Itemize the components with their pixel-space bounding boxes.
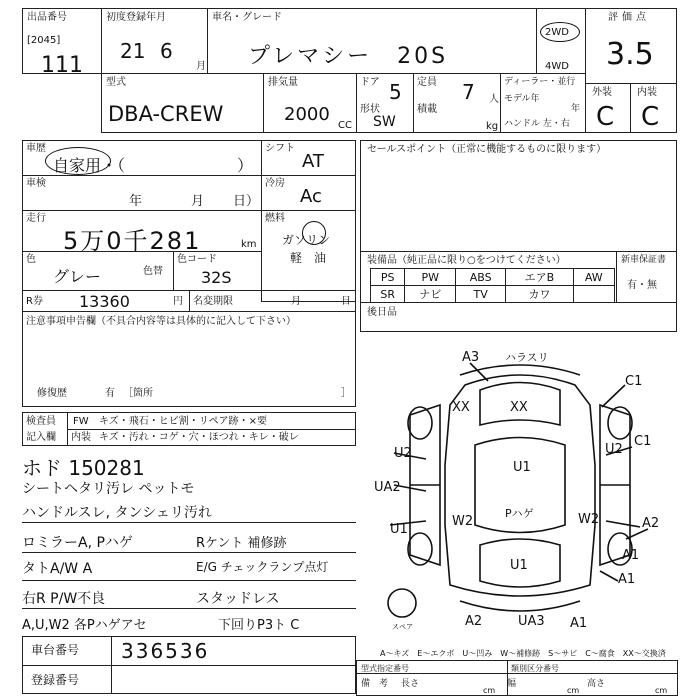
grade-box xyxy=(585,8,677,84)
limit-day: 日 xyxy=(341,296,351,307)
tax-unit: 円 xyxy=(173,296,183,307)
comment-line: 右R P/W不良 xyxy=(22,591,106,607)
capacity-box xyxy=(413,73,501,133)
int-label: 内装 xyxy=(637,87,657,98)
inspection-box xyxy=(22,175,262,211)
comment-line: スタッドレス xyxy=(196,591,280,607)
footer-box xyxy=(356,660,678,696)
equip-ps: PS xyxy=(371,269,405,286)
later-box xyxy=(360,302,677,332)
height-unit: cm xyxy=(655,686,668,695)
inspector-label-2: 記入欄 xyxy=(26,432,56,443)
inspection-month: 月 xyxy=(191,194,205,209)
model-box xyxy=(101,73,264,133)
first-reg-month: 6 xyxy=(160,39,173,63)
inspector-label-1: 検査員 xyxy=(26,416,56,427)
selling-points-label: セールスポイント（正常に機能するものに限ります） xyxy=(367,144,607,155)
car-diagram xyxy=(370,345,680,635)
tax-label: R券 xyxy=(26,296,43,307)
equipment-row xyxy=(371,269,615,286)
diag-mark: U1 xyxy=(510,558,528,573)
warranty-box xyxy=(616,251,677,303)
aircon-value: Ac xyxy=(300,186,322,207)
diag-mark: スペア xyxy=(392,623,413,631)
spare-tire-icon xyxy=(388,589,416,617)
class-label: 類別区分番号 xyxy=(511,664,559,673)
comment-line: シートヘタリ汚レ ペットモ xyxy=(22,481,195,497)
color-value: グレー xyxy=(53,267,102,286)
grade-value: 3.5 xyxy=(606,37,654,72)
comment-line: タトA/W A xyxy=(22,561,93,577)
repair-end: ］ xyxy=(341,388,351,399)
fuel-box xyxy=(261,210,356,302)
equip-abs: ABS xyxy=(456,269,506,286)
diag-mark: C1 xyxy=(634,434,652,449)
repair-where: ［箇所 xyxy=(123,388,153,399)
diag-mark: U1 xyxy=(513,460,531,475)
comment-line: ハンドルスレ, タンシェリ汚れ xyxy=(22,505,212,521)
shift-value: AT xyxy=(302,151,324,172)
diag-mark: ハラスリ xyxy=(505,351,549,364)
doors-value: 5 xyxy=(389,80,402,104)
selling-points-box xyxy=(360,140,677,252)
model-year-unit: 年 xyxy=(571,104,581,114)
ext-label: 外装 xyxy=(592,87,612,98)
notes-box xyxy=(22,311,356,407)
equipment-table xyxy=(370,268,615,303)
chassis-value: 336536 xyxy=(121,639,210,663)
fw-label: FW xyxy=(73,416,89,427)
equip-leather: カワ xyxy=(506,286,573,303)
capacity-unit: 人 xyxy=(489,94,499,105)
height-label: 高さ xyxy=(587,679,606,689)
capacity-value: 7 xyxy=(462,80,475,104)
displacement-label: 排気量 xyxy=(268,77,298,88)
diag-mark: A1 xyxy=(618,572,636,587)
displacement-box xyxy=(263,73,357,133)
lot-box xyxy=(22,8,102,78)
shift-box xyxy=(261,140,356,176)
use-label: 車歴 xyxy=(26,143,46,154)
equip-empty xyxy=(573,286,614,303)
grade-label: 評価点 xyxy=(608,12,650,23)
fw-items: キズ・飛石・ヒビ割・リペア跡・×要 xyxy=(99,416,267,427)
model-year-label: モデル年 xyxy=(504,94,540,104)
equip-pw: PW xyxy=(405,269,456,286)
equipment-row xyxy=(371,286,615,303)
car-name-value: プレマシー 20S xyxy=(248,44,449,69)
model-value: DBA-CREW xyxy=(108,102,224,126)
limit-month: 月 xyxy=(291,296,301,307)
equip-navi: ナビ xyxy=(405,286,456,303)
warranty-value: 有・無 xyxy=(627,280,657,291)
diag-mark: UA3 xyxy=(518,614,545,629)
equip-airbag: エアB xyxy=(506,269,573,286)
capacity-label: 定員 xyxy=(417,77,437,88)
int-value: C xyxy=(641,102,660,132)
equipment-label: 装備品（純正品に限り○をつけてください） xyxy=(367,255,566,266)
fuel-label: 燃料 xyxy=(265,213,285,224)
interior-label: 内装 xyxy=(71,432,91,443)
shape-label: 形状 xyxy=(360,104,380,115)
comment-line: ホド 150281 xyxy=(22,456,145,480)
mileage-value: 5万0千281 xyxy=(63,227,202,255)
chassis-box xyxy=(22,636,356,694)
legend: A～キズ E～エクボ U～凹み W～補修跡 S～サビ C～腐食 XX～交換済 xyxy=(380,649,666,658)
lot-number: 111 xyxy=(41,53,83,78)
diag-mark: W2 xyxy=(578,512,600,527)
lot-label: 出品番号 xyxy=(27,12,67,23)
diag-mark: A2 xyxy=(642,516,660,531)
dealer-label: ディーラー・並行 xyxy=(504,77,576,87)
warranty-label: 新車保証書 xyxy=(621,255,667,265)
use-value: 自家用・（ ） xyxy=(53,156,254,175)
comment-line: A,U,W2 各Pハゲアセ xyxy=(22,618,147,633)
drive-4wd: 4WD xyxy=(545,61,569,72)
repair-has: 有 xyxy=(105,388,115,399)
mileage-box xyxy=(22,210,262,255)
month-unit: 月 xyxy=(196,61,206,72)
drive-box xyxy=(536,8,586,74)
diag-mark: U1 xyxy=(390,522,408,537)
use-circle xyxy=(45,147,111,175)
doors-box xyxy=(356,73,414,133)
diag-mark: Pハゲ xyxy=(505,507,534,520)
later-label: 後日品 xyxy=(367,307,397,318)
diag-mark: W2 xyxy=(452,514,474,529)
dealer-box xyxy=(500,73,586,133)
drive-circle xyxy=(540,22,580,42)
len-unit: cm xyxy=(483,686,496,695)
load-unit: kg xyxy=(486,121,499,132)
fuel-gas: ガソリン xyxy=(282,233,331,247)
shape-value: SW xyxy=(373,114,396,130)
equip-sr: SR xyxy=(371,286,405,303)
comment-line: Rケント 補修跡 xyxy=(196,536,287,551)
color-tone-label: 色替 xyxy=(143,266,163,277)
comment-line: ロミラーA, Pハゲ xyxy=(22,535,133,551)
wheel-icon xyxy=(408,533,432,565)
width-label: 幅 xyxy=(507,679,517,689)
tax-value: 13360 xyxy=(79,292,130,311)
diag-mark: UA2 xyxy=(374,480,401,495)
diag-mark: A1 xyxy=(622,548,640,563)
first-reg-year: 21 xyxy=(120,39,146,63)
displacement-value: 2000 xyxy=(284,104,330,125)
color-code: 32S xyxy=(201,268,232,287)
chassis-label: 車台番号 xyxy=(31,643,80,657)
first-reg-label: 初度登録年月 xyxy=(106,12,166,23)
color-label: 色 xyxy=(26,254,36,265)
model-label: 型式 xyxy=(106,77,126,88)
car-name-label: 車名・グレード xyxy=(212,12,282,23)
fuel-light: 軽 油 xyxy=(290,251,327,265)
color-box xyxy=(22,251,262,291)
rear-bumper xyxy=(460,601,580,611)
tax-box xyxy=(22,290,356,312)
cat-label: 型式指定番号 xyxy=(361,664,409,673)
fuel-circle xyxy=(302,221,326,245)
equip-tv: TV xyxy=(456,286,506,303)
limit-label: 名変期限 xyxy=(193,296,233,307)
ext-box xyxy=(585,83,631,133)
lot-code: [2045] xyxy=(27,35,61,46)
diag-mark: A2 xyxy=(465,614,483,629)
reg-no-label: 登録番号 xyxy=(31,673,80,687)
doors-label: ドア xyxy=(360,77,380,88)
comment-line: E/G チェックランプ点灯 xyxy=(196,560,329,574)
aircon-label: 冷房 xyxy=(265,178,285,189)
use-box xyxy=(22,140,262,176)
repair-label: 修復歴 xyxy=(37,388,67,399)
ext-value: C xyxy=(596,102,615,132)
inspection-day: 日） xyxy=(233,194,260,209)
remarks-label: 備 考 xyxy=(361,679,389,689)
equip-aw: AW xyxy=(573,269,614,286)
handle-label: ハンドル 左・右 xyxy=(504,119,570,129)
mileage-unit: km xyxy=(241,239,257,250)
interior-items: キズ・汚れ・コゲ・穴・ほつれ・キレ・破レ xyxy=(99,432,299,443)
first-reg-box xyxy=(101,8,208,74)
car-name-box xyxy=(207,8,537,74)
diag-mark: U2 xyxy=(605,442,623,457)
int-box xyxy=(630,83,677,133)
drive-2wd: 2WD xyxy=(545,27,569,38)
comment-line: 下回りP3ト C xyxy=(218,618,300,633)
aircon-box xyxy=(261,175,356,211)
inspector-box xyxy=(22,412,356,446)
len-label: 長さ xyxy=(401,679,420,689)
diag-mark: A3 xyxy=(462,350,480,365)
width-unit: cm xyxy=(567,686,580,695)
diag-mark: A1 xyxy=(570,616,588,631)
load-label: 積載 xyxy=(417,104,437,115)
shift-label: シフト xyxy=(265,143,295,154)
diag-mark: XX xyxy=(510,400,528,415)
inspection-year: 年 xyxy=(129,194,143,209)
diag-mark: XX xyxy=(452,400,470,415)
displacement-unit: CC xyxy=(338,120,352,131)
inspection-label: 車検 xyxy=(26,178,46,189)
diag-mark: U2 xyxy=(394,446,412,461)
mileage-label: 走行 xyxy=(26,213,46,224)
notes-label: 注意事項申告欄（不具合内容等は具体的に記入して下さい） xyxy=(26,316,296,327)
diag-mark: C1 xyxy=(625,374,643,389)
color-code-label: 色コード xyxy=(177,254,217,265)
